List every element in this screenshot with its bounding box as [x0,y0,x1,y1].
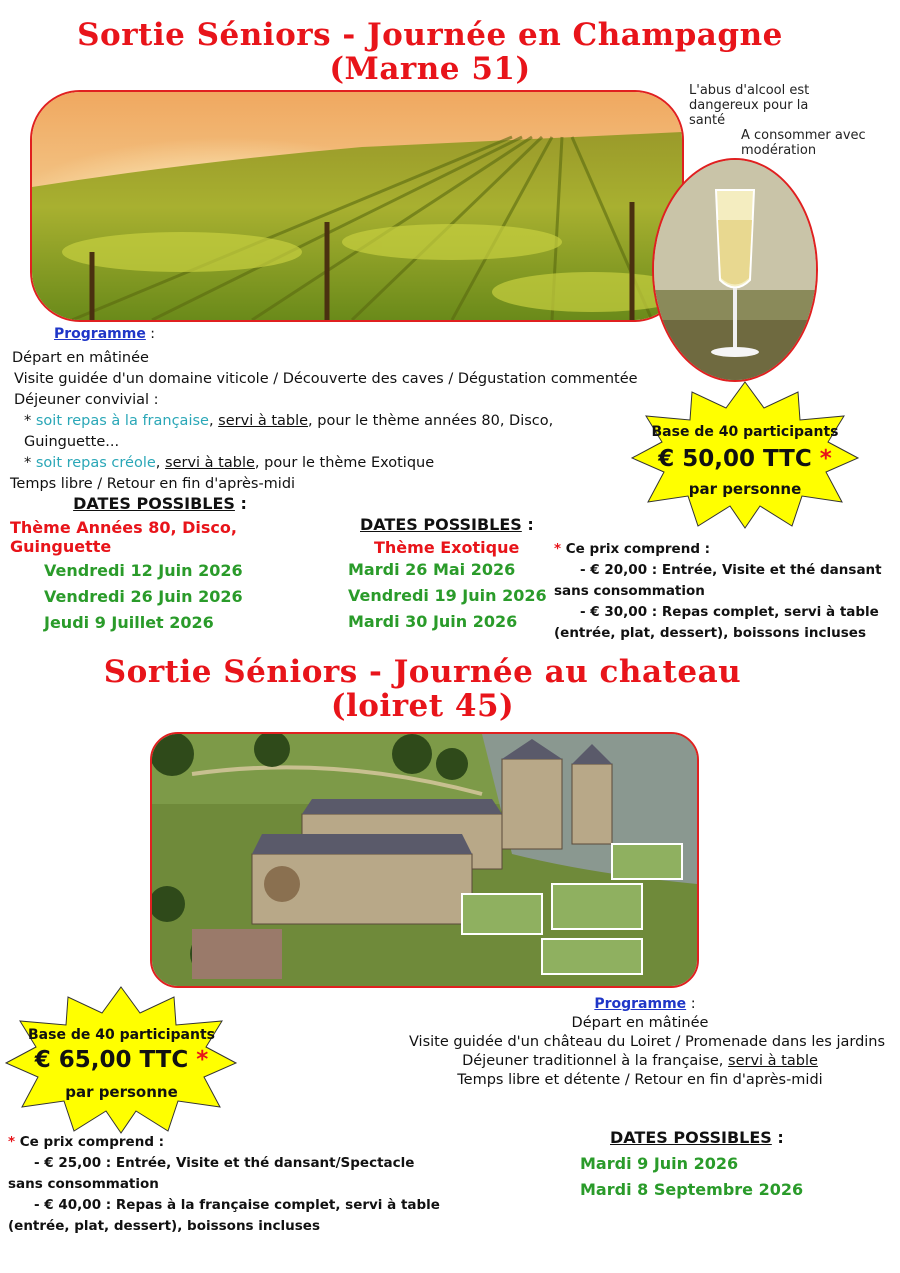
section2-title [0,655,845,723]
price-star: * [8,1134,16,1150]
date-item: Vendredi 12 Juin 2026 [44,561,243,580]
dates-heading: DATES POSSIBLES [73,494,235,513]
price-item: (entrée, plat, dessert), boissons incluses [554,625,866,641]
programme-item: Visite guidée d'un domaine viticole / Découverte des caves / Dégustation commentée [14,371,638,387]
date-item: Mardi 26 Mai 2026 [348,560,516,579]
programme-list-1 [10,348,650,495]
price-item: - € 40,00 : Repas à la française complet, servi à table [34,1197,440,1213]
section2-title-line1: Sortie Séniors - Journée au chateau [103,654,742,690]
price-item: sans consommation [8,1176,159,1192]
date-item: Mardi 30 Juin 2026 [348,612,518,631]
price-item: - € 30,00 : Repas complet, servi à table [580,604,879,620]
warning-line: santé [689,113,726,128]
champagne-glass-photo [652,158,818,382]
badge-participants: Base de 40 participants [28,1027,215,1043]
programme-colon: : [145,326,155,342]
programme-link[interactable]: Programme [54,326,146,342]
badge-per-person: par personne [65,1083,178,1101]
price-item: (entrée, plat, dessert), boissons incluses [8,1218,320,1234]
programme-item: Déjeuner convivial : [14,392,159,408]
dates-colon: : [521,515,534,534]
option-suffix: , pour le thème années 80, Disco, Guinguette... [24,413,554,450]
programme-colon: : [686,996,696,1012]
programme-list-2 [380,995,900,1090]
programme-item: Départ en mâtinée [12,350,149,366]
section1-title [0,18,860,86]
programme-item: Départ en mâtinée [571,1015,709,1031]
date-item: Vendredi 19 Juin 2026 [348,586,547,605]
price-head-text: Ce prix comprend : [15,1134,165,1150]
option-sep: , [208,413,219,429]
badge-price-value: € 50,00 TTC [658,446,812,472]
programme-item: Temps libre et détente / Retour en fin d'après-midi [457,1072,823,1088]
vineyard-photo [30,90,684,322]
bullet-star: * [24,413,36,429]
price-item: - € 20,00 : Entrée, Visite et thé dansant [580,562,882,578]
option-sep: , [155,455,166,471]
dates-block-c [580,1128,880,1203]
badge-star: * [819,446,832,472]
dates-heading: DATES POSSIBLES [610,1128,772,1147]
programme-option-1 [10,411,650,453]
price-heading [554,539,894,560]
dates-block-b [348,515,548,635]
programme-option-2 [10,453,650,474]
programme-item: Temps libre / Retour en fin d'après-midi [10,476,296,492]
warning-line: dangereux pour la [689,98,809,113]
option-suffix: , pour le thème Exotique [254,455,435,471]
price-badge-1 [630,380,860,530]
price-head-text: Ce prix comprend : [561,541,711,557]
section1-title-line1: Sortie Séniors - Journée en Champagne [77,17,783,53]
programme-heading-1 [54,326,155,342]
option-underlined: servi à table [165,455,255,471]
bullet-star: * [24,455,36,471]
date-item: Vendredi 26 Juin 2026 [44,587,243,606]
warning-line: modération [741,143,817,158]
dates-theme: Thème Exotique [374,538,520,557]
programme-item [380,1052,900,1071]
option-text: soit repas à la française [35,413,209,429]
badge-star: * [196,1047,209,1073]
alcohol-warning [689,83,889,158]
dates-block-a [10,494,340,636]
section2-title-line2: (loiret 45) [330,688,515,724]
chateau-photo [150,732,699,988]
date-item: Jeudi 9 Juillet 2026 [44,613,214,632]
price-details-1 [554,539,894,644]
warning-line: A consommer avec [741,128,866,143]
badge-per-person: par personne [688,480,802,498]
badge-participants: Base de 40 participants [651,424,839,440]
option-underlined: servi à table [218,413,309,429]
price-star: * [554,541,562,557]
date-item: Mardi 9 Juin 2026 [580,1154,739,1173]
price-item: sans consommation [554,583,705,599]
dates-colon: : [234,494,247,513]
programme-item: Visite guidée d'un château du Loiret / Promenade dans les jardins [408,1034,886,1050]
date-item: Mardi 8 Septembre 2026 [580,1180,804,1199]
dates-heading: DATES POSSIBLES [360,515,522,534]
option-text: soit repas créole [35,455,156,471]
section1-title-line2: (Marne 51) [329,51,531,87]
price-details-2 [8,1132,448,1237]
dates-theme: Thème Années 80, Disco, Guinguette [10,518,237,556]
badge-price [4,1047,239,1073]
badge-price-value: € 65,00 TTC [34,1047,189,1073]
badge-price [630,446,860,472]
dates-colon: : [771,1128,784,1147]
price-badge-2 [4,985,239,1135]
programme-text: Déjeuner traditionnel à la française, [462,1053,729,1069]
price-item: - € 25,00 : Entrée, Visite et thé dansant/Spectacle [34,1155,415,1171]
programme-underlined: servi à table [728,1053,818,1069]
warning-line: L'abus d'alcool est [689,83,810,98]
programme-link[interactable]: Programme [594,996,687,1012]
price-heading [8,1132,448,1153]
